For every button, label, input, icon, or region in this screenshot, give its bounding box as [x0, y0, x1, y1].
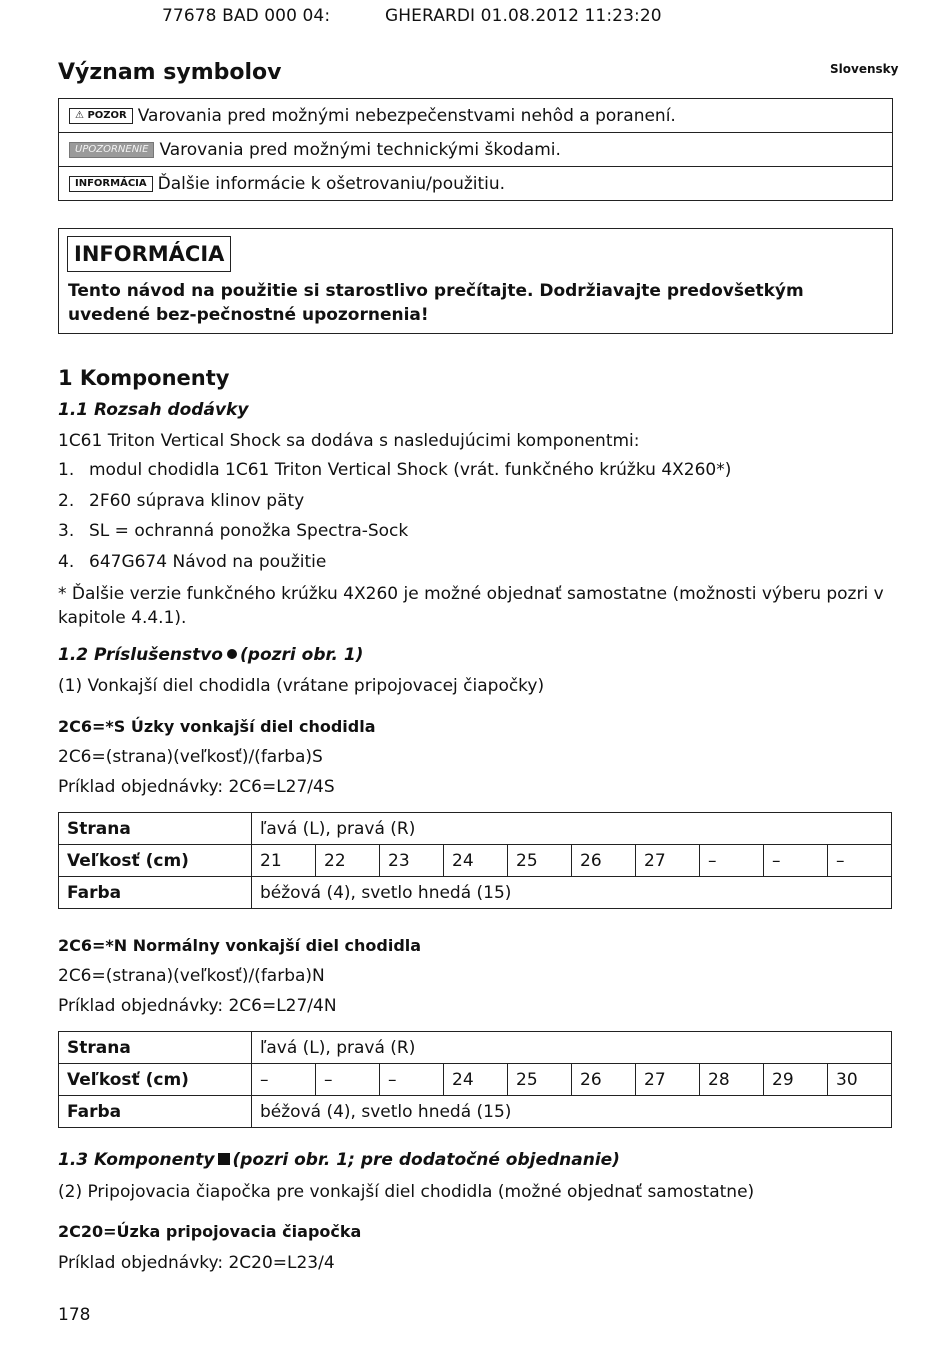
- timestamp-stamp: GHERARDI 01.08.2012 11:23:20: [385, 6, 662, 26]
- subsection-heading-scope: 1.1 Rozsah dodávky: [58, 400, 249, 420]
- size-cell: –: [764, 845, 828, 877]
- list-number: 2.: [58, 491, 75, 511]
- list-item: [58, 460, 731, 480]
- info-tag: INFORMÁCIA: [69, 176, 153, 192]
- size-cell: –: [252, 1064, 316, 1096]
- narrow-shell-table: [58, 812, 892, 909]
- list-number: 1.: [58, 460, 75, 480]
- size-cell: 29: [764, 1064, 828, 1096]
- size-cell: 24: [444, 845, 508, 877]
- square-bullet-icon: [218, 1153, 230, 1165]
- list-text: 2F60 súprava klinov päty: [89, 491, 305, 511]
- size-cell: 28: [700, 1064, 764, 1096]
- size-cell: 26: [572, 1064, 636, 1096]
- notice-tag: UPOZORNENIE: [69, 142, 154, 158]
- size-cell: 23: [380, 845, 444, 877]
- symbol-description: Ďalšie informácie k ošetrovaniu/použitiu.: [157, 173, 506, 194]
- size-cell: 27: [636, 845, 700, 877]
- table-row: [59, 1064, 892, 1096]
- row-label-side: Strana: [59, 1032, 252, 1064]
- cap-heading: 2C20=Úzka pripojovacia čiapočka: [58, 1222, 362, 1241]
- language-label: Slovensky: [830, 62, 899, 76]
- accessories-heading-ref: (pozri obr. 1): [240, 645, 364, 665]
- accessories-heading-number: 1.2 Príslušenstvo: [58, 645, 223, 665]
- table-row: [59, 813, 892, 845]
- table-row: [59, 845, 892, 877]
- row-label-size: Veľkosť (cm): [59, 845, 252, 877]
- size-cell: 25: [508, 1064, 572, 1096]
- components-heading-ref: (pozri obr. 1; pre dodatočné objednanie): [232, 1150, 620, 1170]
- size-cell: 21: [252, 845, 316, 877]
- size-cell: 26: [572, 845, 636, 877]
- info-box-heading: INFORMÁCIA: [67, 236, 231, 272]
- symbol-description: Varovania pred možnými technickými škodami.: [159, 139, 561, 160]
- page-title: Význam symbolov: [58, 60, 282, 85]
- side-value: ľavá (L), pravá (R): [252, 1032, 892, 1064]
- list-text: 647G674 Návod na použitie: [89, 552, 327, 572]
- size-cell: –: [700, 845, 764, 877]
- list-item: [58, 491, 304, 511]
- table-row: [59, 877, 892, 909]
- normal-shell-example: Príklad objednávky: 2C6=L27/4N: [58, 996, 337, 1016]
- components-text: (2) Pripojovacia čiapočka pre vonkajší diel chodidla (možné objednať samostatne): [58, 1182, 755, 1202]
- list-text: modul chodidla 1C61 Triton Vertical Shock (vrát. funkčného krúžku 4X260*): [89, 460, 732, 480]
- warning-tag: ⚠ POZOR: [69, 108, 133, 124]
- size-cell: 22: [316, 845, 380, 877]
- list-number: 3.: [58, 521, 75, 541]
- color-value: béžová (4), svetlo hnedá (15): [252, 877, 892, 909]
- page-number: 178: [58, 1305, 91, 1325]
- list-item: [58, 552, 326, 572]
- normal-shell-table: [58, 1031, 892, 1128]
- cap-example: Príklad objednávky: 2C20=L23/4: [58, 1253, 335, 1273]
- size-cell: 25: [508, 845, 572, 877]
- row-label-color: Farba: [59, 877, 252, 909]
- row-label-side: Strana: [59, 813, 252, 845]
- info-box: [58, 228, 893, 334]
- row-label-size: Veľkosť (cm): [59, 1064, 252, 1096]
- list-number: 4.: [58, 552, 75, 572]
- color-value: béžová (4), svetlo hnedá (15): [252, 1096, 892, 1128]
- components-heading-number: 1.3 Komponenty: [58, 1150, 215, 1170]
- size-cell: –: [828, 845, 892, 877]
- narrow-shell-heading: 2C6=*S Úzky vonkajší diel chodidla: [58, 717, 376, 736]
- info-box-text: Tento návod na použitie si starostlivo prečítajte. Dodržiavajte predovšetkým uvedené bez-pečnostné upozornenia!: [68, 281, 804, 325]
- subsection-heading-components: [58, 1150, 620, 1170]
- scope-intro: 1C61 Triton Vertical Shock sa dodáva s nasledujúcimi komponentmi:: [58, 431, 640, 451]
- table-row: [59, 1032, 892, 1064]
- symbol-row-notice: [59, 133, 892, 167]
- list-text: SL = ochranná ponožka Spectra-Sock: [89, 521, 409, 541]
- narrow-shell-code: 2C6=(strana)(veľkosť)/(farba)S: [58, 747, 323, 767]
- size-cell: 30: [828, 1064, 892, 1096]
- doc-code: 77678 BAD 000 04:: [162, 6, 331, 26]
- normal-shell-code: 2C6=(strana)(veľkosť)/(farba)N: [58, 966, 325, 986]
- side-value: ľavá (L), pravá (R): [252, 813, 892, 845]
- symbol-row-warning: [59, 99, 892, 133]
- table-row: [59, 1096, 892, 1128]
- symbol-description: Varovania pred možnými nebezpečenstvami nehôd a poranení.: [137, 105, 676, 126]
- section-heading: 1 Komponenty: [58, 366, 230, 390]
- subsection-heading-accessories: [58, 645, 363, 665]
- symbol-row-info: [59, 167, 892, 200]
- footnote: * Ďalšie verzie funkčného krúžku 4X260 je možné objednať samostatne (možnosti výberu pozri v kapitole 4.4.1).: [58, 584, 884, 628]
- size-cell: –: [380, 1064, 444, 1096]
- size-cell: 27: [636, 1064, 700, 1096]
- row-label-color: Farba: [59, 1096, 252, 1128]
- symbol-table: [58, 98, 893, 201]
- size-cell: 24: [444, 1064, 508, 1096]
- size-cell: –: [316, 1064, 380, 1096]
- list-item: [58, 521, 408, 541]
- accessories-text: (1) Vonkajší diel chodidla (vrátane pripojovacej čiapočky): [58, 676, 545, 696]
- bullet-icon: [227, 649, 237, 659]
- narrow-shell-example: Príklad objednávky: 2C6=L27/4S: [58, 777, 335, 797]
- normal-shell-heading: 2C6=*N Normálny vonkajší diel chodidla: [58, 936, 422, 955]
